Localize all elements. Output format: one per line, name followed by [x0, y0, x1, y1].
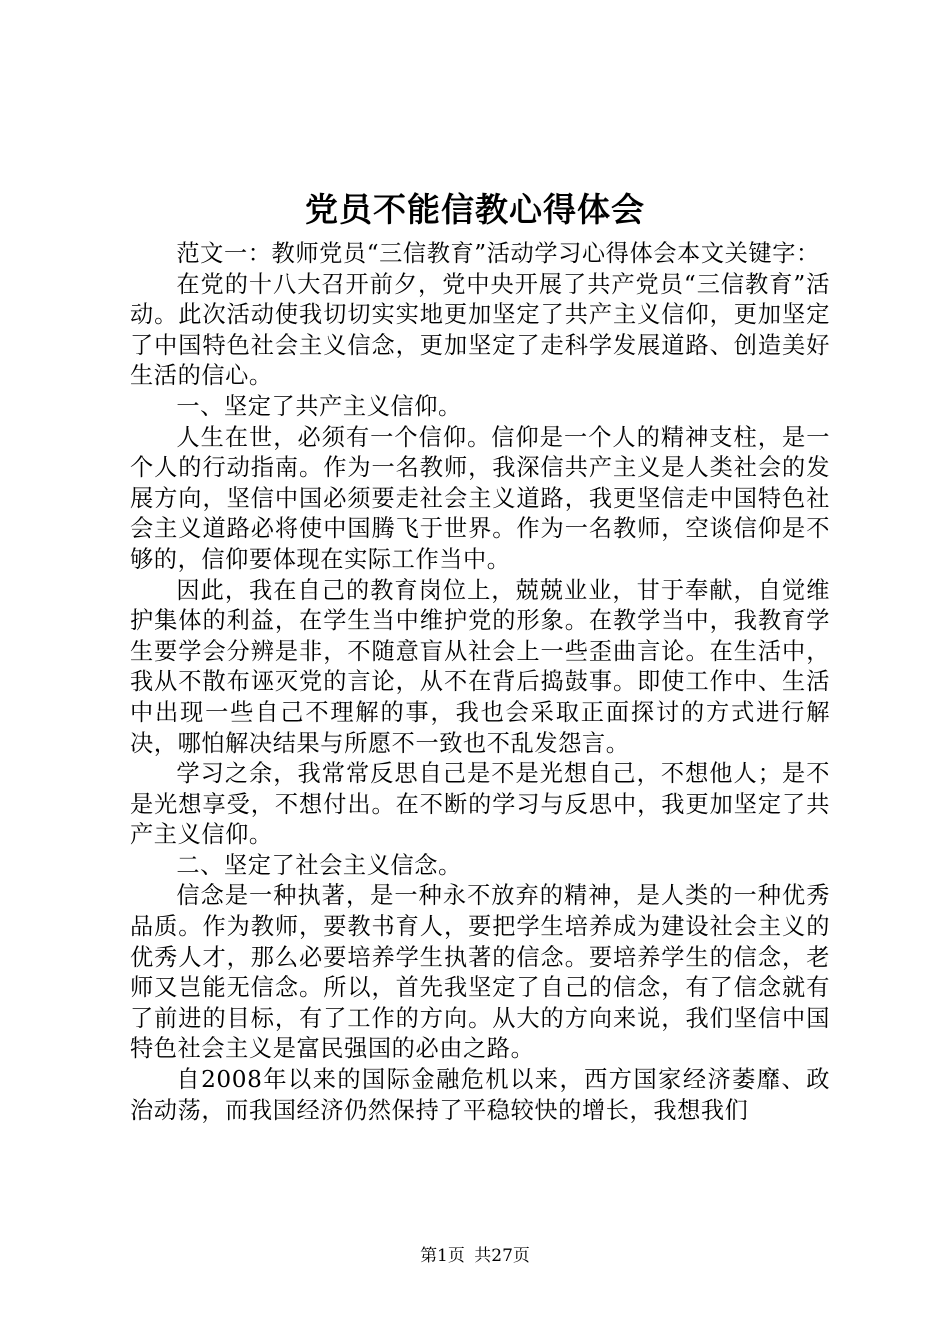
paragraph-9: 自2008年以来的国际金融危机以来，西方国家经济萎靡、政治动荡，而我国经济仍然保持了平稳较快的增长，我想我们 [130, 1066, 830, 1124]
document-title: 党员不能信教心得体会 [305, 190, 645, 229]
paragraph-3-heading: 一、坚定了共产主义信仰。 [176, 392, 462, 420]
paragraph-5: 因此，我在自己的教育岗位上，兢兢业业，甘于奉献，自觉维护集体的利益，在学生当中维护党的形象。在教学当中，我教育学生要学会分辨是非，不随意盲从社会上一些歪曲言论。在生活中，我从不散布诬灭党的言论，从不在背后捣鼓事。即使工作中、生活中出现一些自己不理解的事，我也会采取正面探讨的方式进行解决，哪怕解决结果与所愿不一致也不乱发怨言。 [130, 576, 830, 757]
paragraph-1: 范文一：教师党员“三信教育”活动学习心得体会本文关键字： [176, 240, 820, 267]
page-total: 共27页 [474, 1246, 530, 1266]
paragraph-8: 信念是一种执著，是一种永不放弃的精神，是人类的一种优秀品质。作为教师，要教书育人，要把学生培养成为建设社会主义的优秀人才，那么必要培养学生执著的信念。要培养学生的信念，老师又岂能无信念。所以，首先我坚定了自己的信念，有了信念就有了前进的目标，有了工作的方向。从大的方向来说，我们坚信中国特色社会主义是富民强国的必由之路。 [130, 882, 830, 1063]
document-body [130, 239, 830, 1126]
page-footer [0, 1244, 950, 1268]
paragraph-7-heading: 二、坚定了社会主义信念。 [176, 851, 462, 879]
page-number: 第1页 [420, 1246, 465, 1266]
paragraph-2: 在党的十八大召开前夕，党中央开展了共产党员“三信教育”活动。此次活动使我切切实实地更加坚定了共产主义信仰，更加坚定了中国特色社会主义信念，更加坚定了走科学发展道路、创造美好生活的信心。 [130, 270, 830, 390]
paragraph-6: 学习之余，我常常反思自己是不是光想自己，不想他人；是不是光想享受，不想付出。在不断的学习与反思中，我更加坚定了共产主义信仰。 [130, 760, 830, 849]
paragraph-4: 人生在世，必须有一个信仰。信仰是一个人的精神支柱，是一个人的行动指南。作为一名教师，我深信共产主义是人类社会的发展方向，坚信中国必须要走社会主义道路，我更坚信走中国特色社会主义道路必将使中国腾飞于世界。作为一名教师，空谈信仰是不够的，信仰要体现在实际工作当中。 [130, 423, 830, 573]
